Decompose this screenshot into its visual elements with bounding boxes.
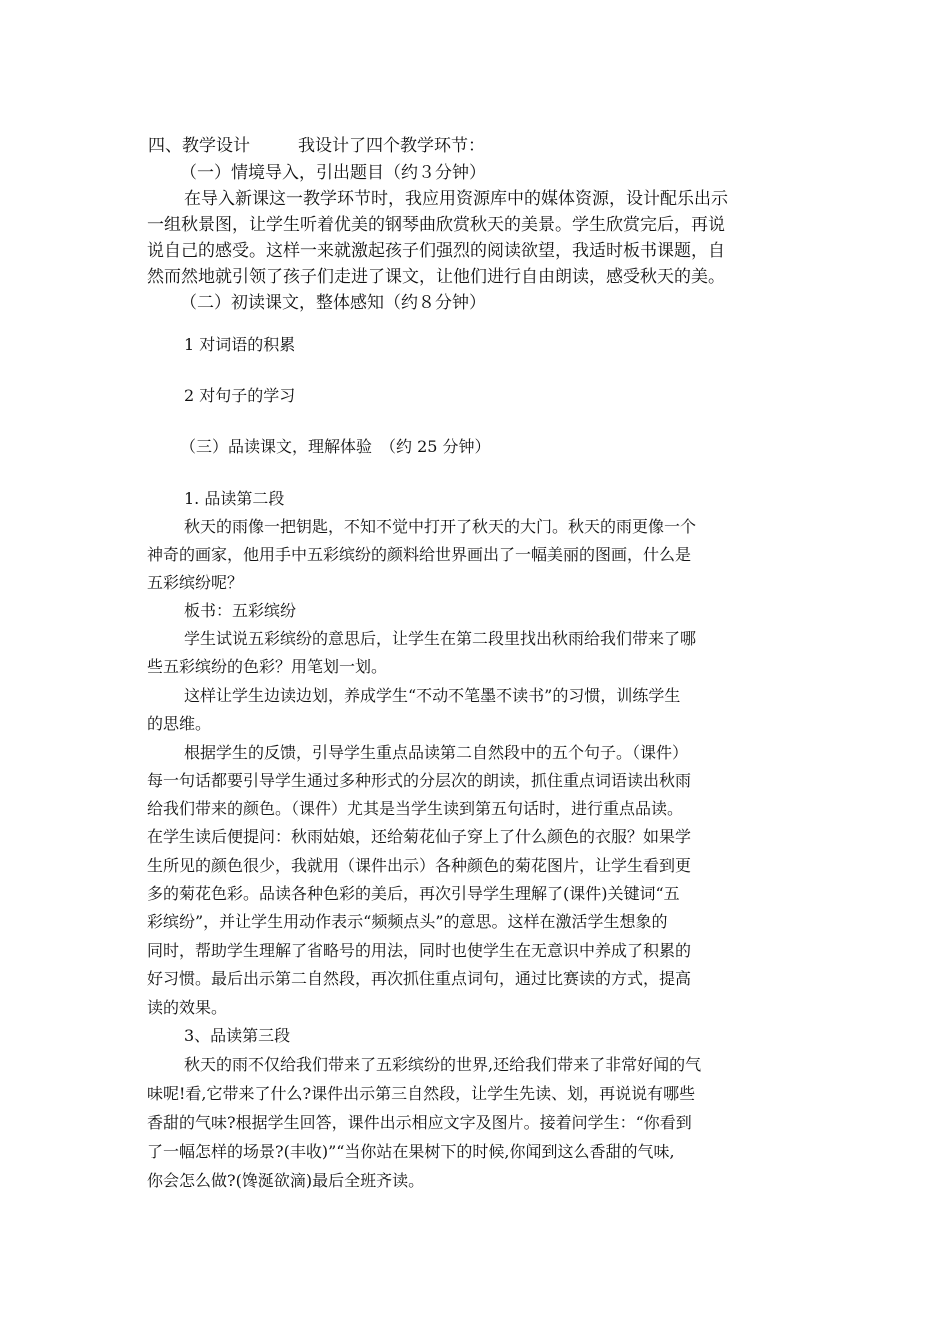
paragraph-line: 这样让学生边读边划，养成学生“不动不笔墨不读书”的习惯，训练学生 [184, 686, 681, 705]
paragraph-line: 每一句话都要引导学生通过多种形式的分层次的朗读，抓住重点词语读出秋雨 [147, 771, 692, 790]
part3-sub3-line: 味呢!看,它带来了什么?课件出示第三自然段，让学生先读、划，再说说有哪些 [147, 1084, 696, 1103]
part2-item: 2 对句子的学习 [184, 386, 296, 405]
paragraph-line: 多的菊花色彩。品读各种色彩的美后，再次引导学生理解了(课件)关键词“五 [147, 884, 680, 903]
paragraph-line: 生所见的颜色很少，我就用（课件出示）各种颜色的菊花图片，让学生看到更 [147, 856, 692, 875]
part2-heading: （二）初读课文，整体感知（约８分钟） [180, 293, 486, 313]
paragraph-line: 好习惯。最后出示第二自然段，再次抓住重点词句，通过比赛读的方式，提高 [147, 969, 692, 988]
part1-line: 在导入新课这一教学环节时，我应用资源库中的媒体资源，设计配乐出示 [184, 189, 728, 209]
paragraph-line: 给我们带来的颜色。（课件）尤其是当学生读到第五句话时，进行重点品读。 [147, 799, 684, 818]
part3-sub3-line: 香甜的气味?根据学生回答，课件出示相应文字及图片。接着问学生：“你看到 [147, 1113, 692, 1132]
paragraph-line: 彩缤纷”，并让学生用动作表示“频频点头”的意思。这样在激活学生想象的 [147, 912, 668, 931]
paragraph-line: 学生试说五彩缤纷的意思后，让学生在第二段里找出秋雨给我们带来了哪 [184, 629, 697, 648]
part3-sub3-line: 了一幅怎样的场景?(丰收)”“当你站在果树下的时候,你闻到这么香甜的气味, [147, 1142, 675, 1161]
part3-sub3-title: 3、品读第三段 [184, 1026, 291, 1045]
part3-sub1-title: 1. 品读第二段 [184, 489, 285, 508]
section-title: 四、教学设计 [148, 136, 250, 156]
part3-sub1-line: 五彩缤纷呢？ [147, 573, 244, 592]
paragraph-line: 读的效果。 [147, 998, 228, 1017]
section-intro: 我设计了四个教学环节： [298, 136, 485, 156]
paragraph-line: 根据学生的反馈，引导学生重点品读第二自然段中的五个句子。（课件） [184, 743, 689, 762]
part3-sub1-line: 神奇的画家，他用手中五彩缤纷的颜料给世界画出了一幅美丽的图画，什么是 [147, 545, 692, 564]
paragraph-line: 在学生读后便提问：秋雨姑娘，还给菊花仙子穿上了什么颜色的衣服？如果学 [147, 827, 692, 846]
part1-line: 一组秋景图，让学生听着优美的钢琴曲欣赏秋天的美景。学生欣赏完后，再说 [147, 215, 725, 235]
part3-sub1-line: 秋天的雨像一把钥匙，不知不觉中打开了秋天的大门。秋天的雨更像一个 [184, 517, 697, 536]
part1-line: 说自己的感受。这样一来就激起孩子们强烈的阅读欲望，我适时板书课题，自 [147, 241, 725, 261]
part1-line: 然而然地就引领了孩子们走进了课文，让他们进行自由朗读，感受秋天的美。 [147, 267, 725, 287]
section-heading [148, 131, 485, 156]
paragraph-line: 同时，帮助学生理解了省略号的用法，同时也使学生在无意识中养成了积累的 [147, 941, 692, 960]
part1-heading: （一）情境导入，引出题目（约３分钟） [180, 163, 486, 183]
part3-sub3-line: 你会怎么做?(馋涎欲滴)最后全班齐读。 [147, 1171, 425, 1190]
part2-item: 1 对词语的积累 [184, 335, 296, 354]
paragraph-line: 的思维。 [147, 714, 212, 733]
part3-heading: （三）品读课文，理解体验 （约 25 分钟） [180, 437, 491, 456]
paragraph-line: 些五彩缤纷的色彩？用笔划一划。 [147, 657, 388, 676]
part3-sub3-line: 秋天的雨不仅给我们带来了五彩缤纷的世界,还给我们带来了非常好闻的气 [184, 1055, 702, 1074]
board-writing: 板书：五彩缤纷 [184, 601, 297, 620]
